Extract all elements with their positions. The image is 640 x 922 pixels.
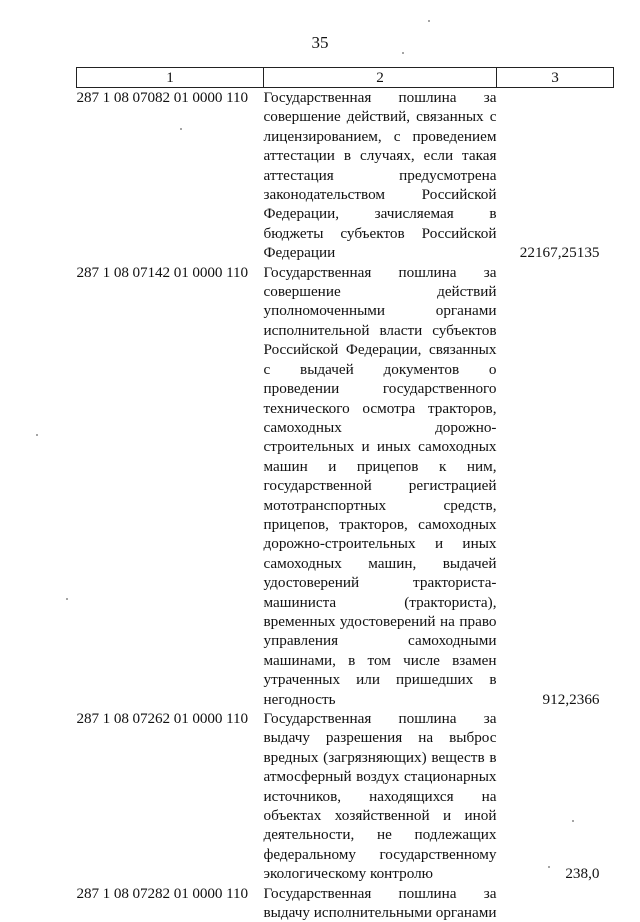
- scan-speck: [402, 52, 404, 54]
- budget-code: 287 1 08 07262 01 0000 110: [77, 709, 264, 884]
- revenue-description: Государственная пошлина за выдачу разрешения на выброс вредных (загрязняющих) веществ в атмосферный воздух стационарных источников, находящихся на объектах хозяйственной и иной деятельности, не подлежащих федеральному государственному экологическому контролю: [264, 709, 497, 884]
- table-body: [77, 88, 614, 922]
- table-row: [77, 709, 614, 884]
- header-row: [77, 68, 614, 88]
- scan-speck: [548, 866, 550, 868]
- scan-speck: [36, 434, 38, 436]
- column-header-1: 1: [77, 68, 264, 88]
- budget-code: 287 1 08 07142 01 0000 110: [77, 263, 264, 709]
- column-header-2: 2: [264, 68, 497, 88]
- scan-speck: [428, 20, 430, 22]
- revenue-amount: [497, 884, 614, 922]
- revenue-amount: 912,2366: [497, 263, 614, 709]
- table-row: [77, 884, 614, 922]
- scan-speck: [572, 820, 574, 822]
- revenue-description: Государственная пошлина за совершение действий уполномоченными органами исполнительной власти субъектов Российской Федерации, связанных с выдачей документов о проведении государственного технического осмотра тракторов, самоходных дорожно-строительных и иных самоходных машин и прицепов к ним, государственной регистрацией мототранспортных средств, прицепов, тракторов, самоходных дорожно-строительных и иных самоходных машин, выдачей удостоверений тракториста-машиниста (тракториста), временных удостоверений на право управления самоходными машинами, в том числе взамен утраченных или пришедших в негодность: [264, 263, 497, 709]
- scan-speck: [66, 598, 68, 600]
- table-row: [77, 263, 614, 709]
- column-header-3: 3: [497, 68, 614, 88]
- scan-speck: [180, 128, 182, 130]
- revenue-amount: 22167,25135: [497, 88, 614, 263]
- revenue-description: Государственная пошлина за выдачу исполнительными органами: [264, 884, 497, 922]
- revenue-amount: 238,0: [497, 709, 614, 884]
- page-number: 35: [0, 33, 640, 53]
- table-row: [77, 88, 614, 263]
- revenue-description: Государственная пошлина за совершение действий, связанных с лицензированием, с проведением аттестации в случаях, если такая аттестация предусмотрена законодательством Российской Федерации, зачисляемая в бюджеты субъектов Российской Федерации: [264, 88, 497, 263]
- budget-code: 287 1 08 07082 01 0000 110: [77, 88, 264, 263]
- budget-code: 287 1 08 07282 01 0000 110: [77, 884, 264, 922]
- budget-revenue-table: [76, 67, 614, 922]
- table-header: [77, 68, 614, 88]
